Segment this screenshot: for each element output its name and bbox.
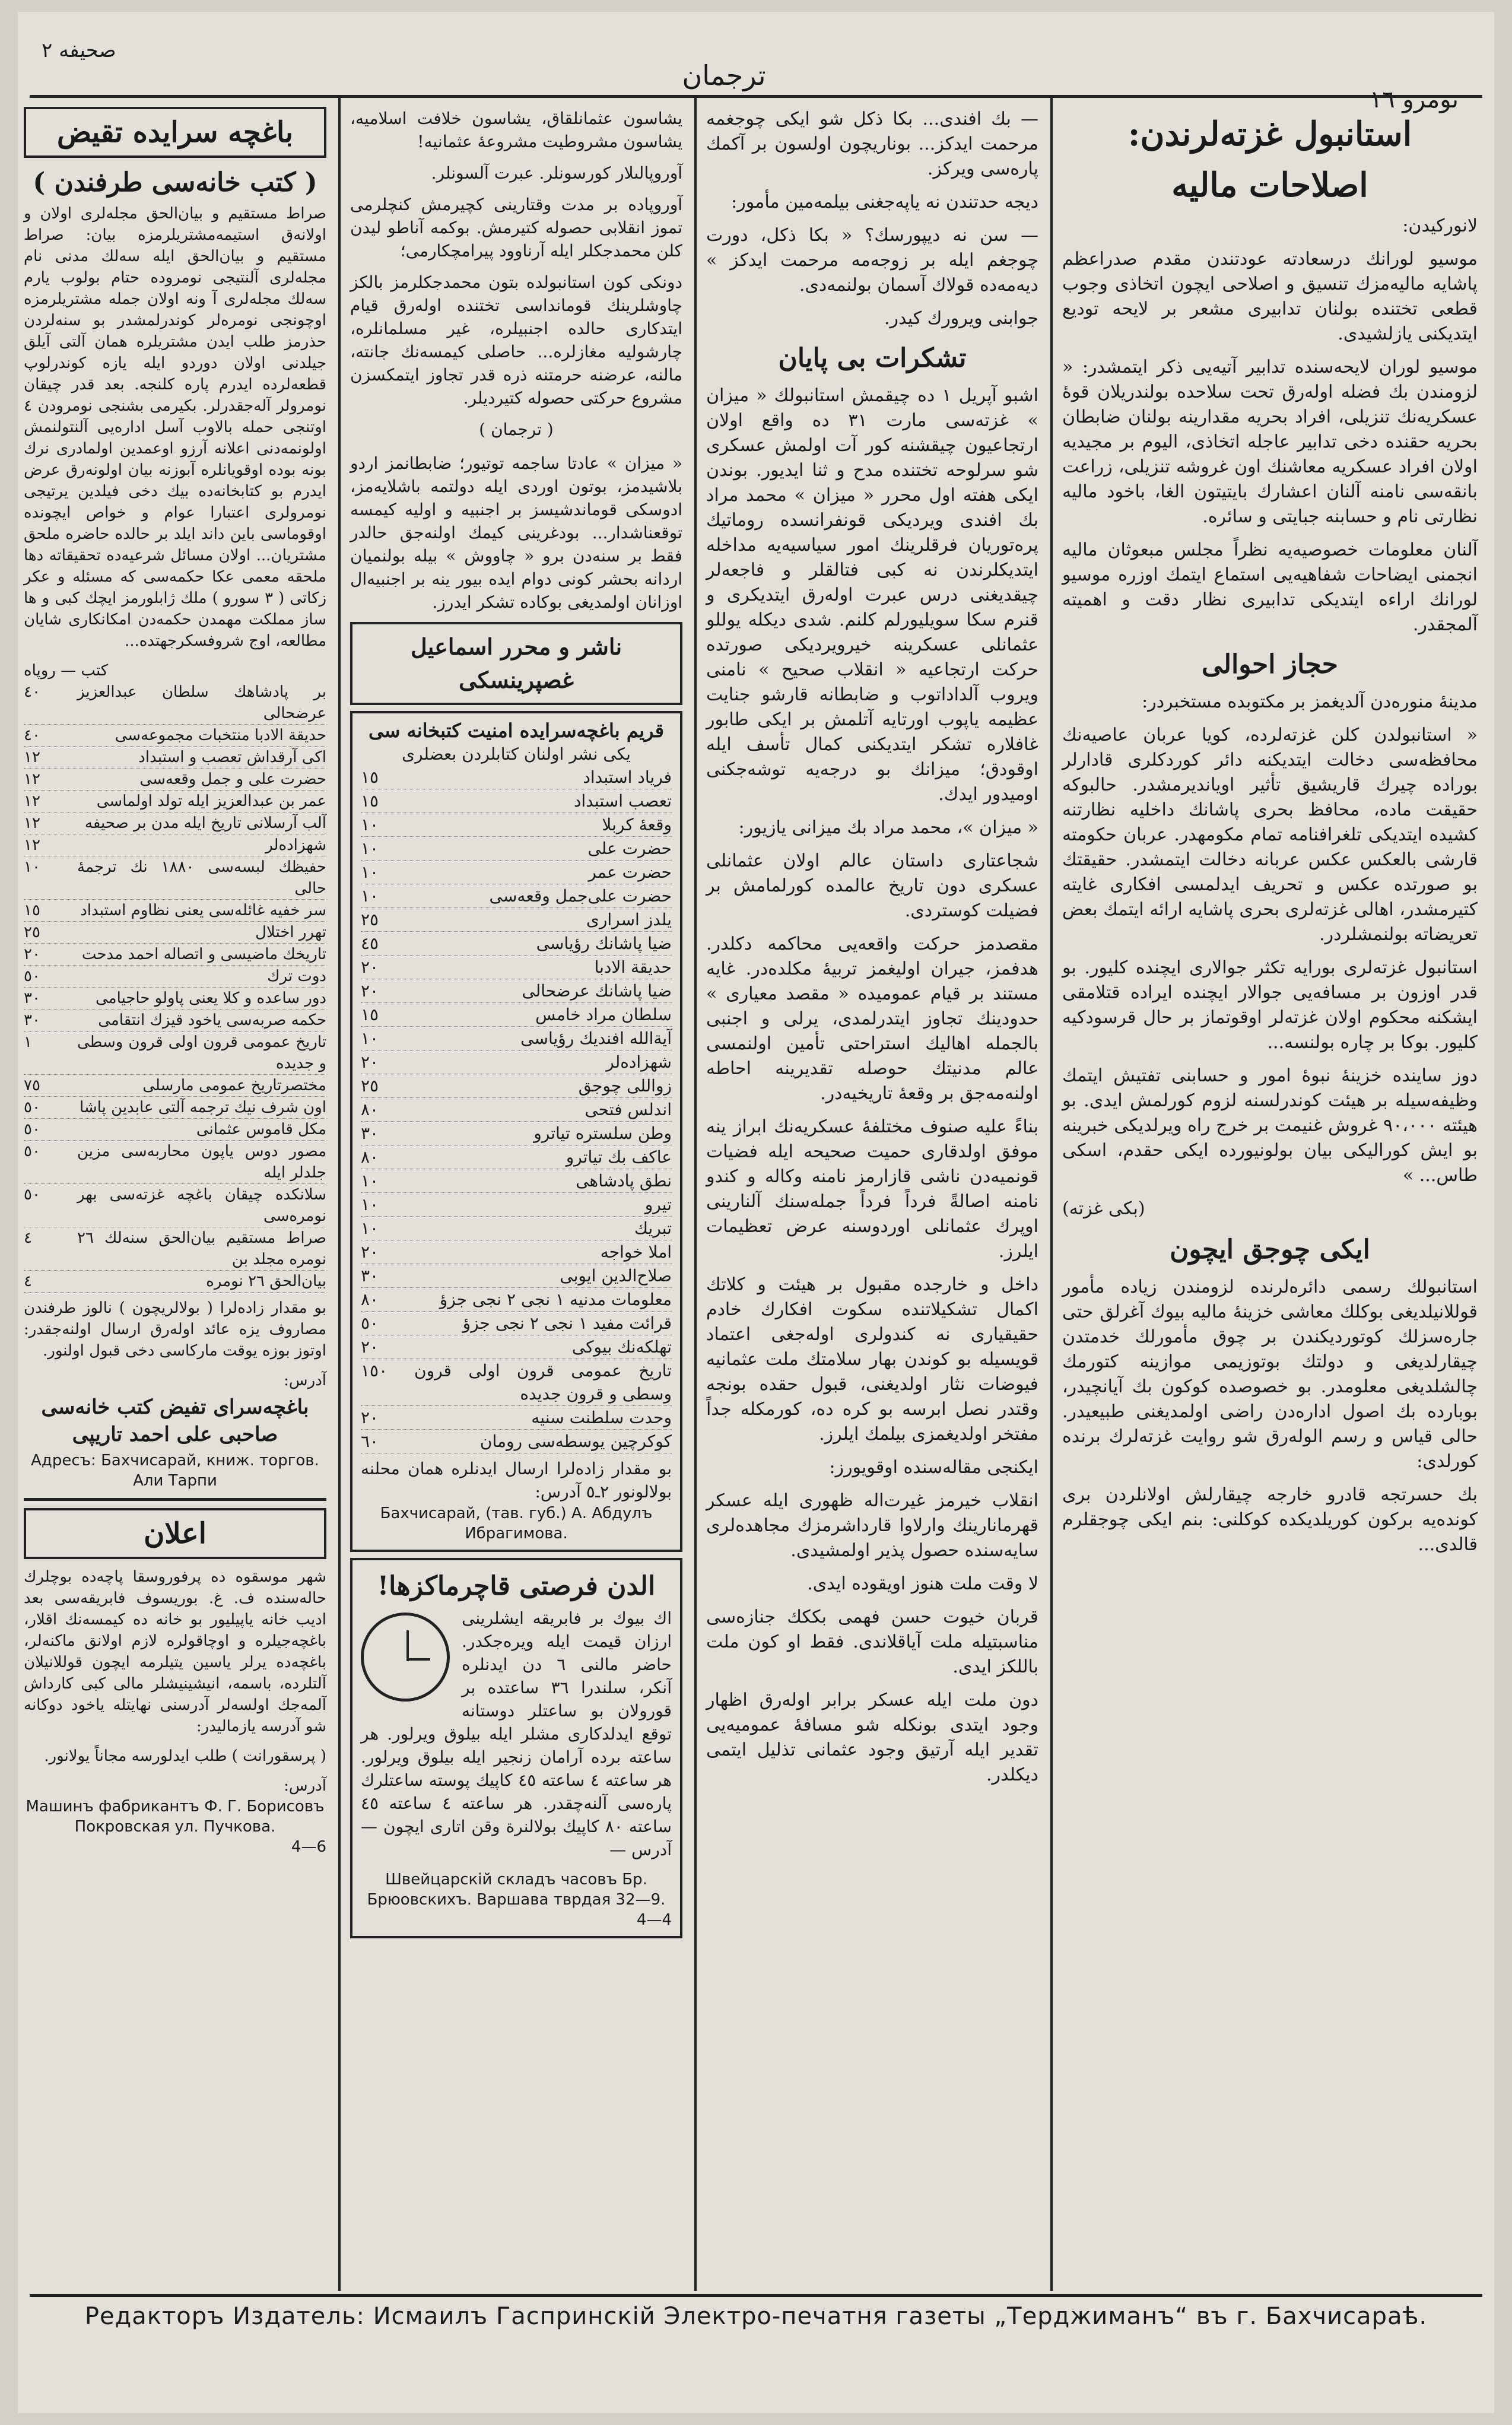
column-3: [350, 107, 682, 1944]
item-title: تبريك: [634, 1218, 672, 1238]
paragraph: يشاسون عثمانلقاق، يشاسون خلافت اسلاميه، يشاسون مشروطيت مشروعۀ عثمانيه!: [350, 109, 682, 151]
price-row: [361, 1312, 672, 1335]
item-title: دوت ترك: [267, 967, 326, 985]
price-row: [361, 979, 672, 1003]
item-title: حديقة الادبا: [594, 957, 672, 977]
item-title: سر خفيه غائله‌سى يعنى نظاوم استبداد: [80, 902, 326, 919]
price-row: [24, 834, 326, 856]
item-title: سلانكده چيقان باغچه غزته‌سى بهر نومره‌سى: [77, 1186, 326, 1225]
item-price: ٢٠: [361, 957, 379, 977]
item-title: فرياد استبداد: [583, 767, 672, 787]
item-title: آيةالله افنديك رؤياسى: [520, 1029, 672, 1048]
price-row: [361, 932, 672, 956]
item-price: ١٠: [361, 839, 379, 858]
column-1: [1062, 107, 1478, 1566]
item-price: ١٢: [24, 770, 40, 788]
item-price: ٨٠: [361, 1100, 379, 1119]
item-price: ٣٠: [24, 1011, 40, 1029]
price-row: [24, 1031, 326, 1075]
watch-ad: [350, 1558, 682, 1938]
price-row: [24, 1097, 326, 1119]
item-title: املا خواجه: [600, 1242, 672, 1262]
paragraph: آوروپالىلار كورسونلر. عبرت آلسونلر.: [431, 163, 682, 183]
item-price: ١٠: [361, 886, 379, 906]
item-title: اون شرف نيك ترجمه آلتى عابدين پاشا: [79, 1099, 326, 1116]
price-row: [24, 812, 326, 834]
item-title: تاريخك ماضيسى و اتصاله احمد مدحت: [81, 945, 326, 963]
paragraph: داخل و خارجده مقبول بر هيئت و كلاتك اكمال تشكيلاتنده سكوت افكارك خادم حقيقيارى نه كندولرى اولەجغى اعتماد قويسيله بو كوندن بهار سلامتك ملت عثمانيه فيوضات نثار اولديغنى، قبول حقده بونجه وقتدر نصل ابرسه بو كره ده، كورمكله جداً مفتخر اولديغمزى بيلمك ايلرز.: [706, 1274, 1038, 1445]
item-title: كوكرچين يوسطه‌سى رومان: [479, 1431, 672, 1451]
paragraph: ايكنجى مقاله‌سنده اوقويورز:: [829, 1457, 1038, 1478]
column-2: [706, 107, 1038, 1796]
price-row: [361, 1264, 672, 1288]
item-title: تاريخ عمومى قرون اولى قرون وسطى و قرون جديده: [414, 1361, 672, 1404]
item-price: ١٥: [361, 791, 379, 811]
item-price: ٤٠: [24, 726, 40, 744]
paragraph: دونكى كون استانبولده بتون محمدجكلرمز بالكز چاوشلرينك قومانداسى تختنده اولەرق قيام ايتدكارى حالده اجنبيلره، غير مسلمانلره، چارشوليه مغازلره... حاصلى كيمسه‌نك جانته، مالنه، عرضنه حرمتنه ذره قدر تجاوز ايتمكسزن مشروع حركتى حصوله كتيرديلر.: [350, 272, 682, 408]
paragraph: « ميزان »، محمد مراد بك ميزانى يازيور:: [738, 817, 1038, 838]
item-title: آلب آرسلانى تاريخ ايله مدن بر صحيفه: [84, 814, 326, 832]
address-label: آدرس:: [284, 1372, 326, 1389]
catalog-address: Бахчисарай, (тав. губ.) А. Абдулъ Ибрагимова.: [380, 1504, 653, 1542]
item-title: اكى آرقداش تعصب و استبداد: [138, 748, 326, 766]
item-title: حديقة الادبا منتخبات مجموعه‌سى: [115, 726, 326, 744]
price-row: [361, 956, 672, 979]
item-price: ٥٠: [24, 1142, 40, 1160]
item-price: ١٥: [24, 902, 40, 919]
item-title: ضيا پاشانك رؤياسى: [536, 934, 672, 953]
item-title: حضرت عمر: [588, 862, 672, 882]
item-price: ٢٠: [361, 1242, 379, 1262]
bookstore-address-ru: Адресъ: Бахчисарай, книж. торгов. Али Тарпи: [31, 1452, 319, 1490]
paragraph: آوروپاده بر مدت وقتارينى كچيرمش كنچلرمى تموز انقلابى حصوله كتيرمش. بوكمه آناطو ليدن كلن محمدجكلر ايله آرناوود پيرامچكارمى؛: [350, 195, 682, 261]
item-title: تهرر اختلال: [255, 923, 326, 941]
item-title: دور ساعده و كلا يعنى پاولو حاجيامى: [95, 989, 326, 1007]
price-row: [361, 908, 672, 932]
paragraph: شجاعتارى داستان عالم اولان عثمانلى عسكرى دون تاريخ عالمده كورلمامش بر فضيلت كوستردى.: [706, 850, 1038, 921]
clock-icon: [361, 1613, 450, 1702]
paragraph: جوابنى ويرورك كيدر.: [884, 308, 1038, 329]
section-heading: تشكرات بى پايان: [778, 343, 967, 373]
item-title: صلاح‌الدين ايوبى: [560, 1266, 672, 1285]
ad2-address-label: آدرس:: [284, 1777, 326, 1795]
item-title: اندلس فتحى: [585, 1100, 672, 1119]
item-price: ١٠: [361, 1218, 379, 1238]
paragraph: « ميزان » عادتا ساجمه توتيور؛ ضابطانمز اردو بلاشيدمز، بوتون اوردى ايله دولتمه باشلايه‌مز، ادوسكى قوماندشيسز بر اجنبيه و اوليه كيمسه توقعناشدار... بودغرينى كيمك اولنه‌جق حالدر فقط بر سنه‌دن برو « چاووش » بيله بولنميان اردانه بحشر كونى دوام ايده بيور ينه بر اجنبيه‌ال اوزانان اولمديغى بوكاده تشكر ايدرز.: [350, 453, 682, 612]
item-price: ٥٠: [24, 1099, 40, 1116]
item-price: ٤: [24, 1272, 32, 1290]
item-title: تاريخ عمومى قرون اولى قرون وسطى و جديده: [77, 1033, 326, 1072]
item-title: بيان‌الحق ٢٦ نومره: [206, 1272, 326, 1290]
item-price: ٢٠: [361, 981, 379, 1001]
price-row: [361, 1122, 672, 1145]
catalog-list: [361, 766, 672, 1453]
item-title: وحدت سلطنت سنيه: [531, 1408, 672, 1427]
price-row: [361, 1027, 672, 1050]
column-4: [24, 107, 326, 1857]
ad2-text: شهر موسقوه ده پرفوروسقا پاچه‌ده بوچلرك حاله‌سنده ف. غ. بوريسوف فابريقه‌سى بعد اديب خانه ياپيليور بو خانه ده كيمسه‌نك اقلار، باغچه‌جيلره و اوچاقولرە لازم اولانق ماكنه‌لر، باغچه‌ده يرلر ياسين يتيلرمە ايچون قوللانيلان آلتلرده، باسمه، انيشينيشلر مالى كبى كارداش آلمه‌جك اولسەلر آدرسنى نهايتله ياخود دوكانه شو آدرسه يازماليدر:: [24, 1568, 326, 1735]
price-row: [361, 789, 672, 813]
price-row: [361, 766, 672, 789]
price-row: [24, 1271, 326, 1293]
paragraph: بك حسرتجه قادرو خارجه چيقارلش اولانلردن برى كونده‌يه بركون كوريلديكده كوكلنى: بنم ايكى چوجقلرم قالدى...: [1062, 1484, 1478, 1555]
signature: ( ترجمان ): [479, 420, 554, 439]
price-row: [24, 922, 326, 944]
paragraph: ديجه حدتندن نه ياپه‌جغنى بيلمه‌مين مأمور:: [731, 192, 1038, 212]
ad2-address: Машинъ фабрикантъ Ф. Г. Борисовъ Покровская ул. Пучкова.: [26, 1798, 325, 1836]
price-row: [361, 1240, 672, 1264]
item-title: حكمه صربه‌سى ياخود قيزك انتقامى: [98, 1011, 326, 1029]
price-row: [361, 1050, 672, 1074]
item-price: ٧٥: [24, 1077, 40, 1094]
item-price: ١٢: [24, 792, 40, 810]
price-row: [361, 1430, 672, 1453]
price-row: [361, 1193, 672, 1217]
item-title: نطق پادشاهى: [576, 1171, 672, 1191]
item-price: ٣٠: [361, 1266, 379, 1285]
item-title: عمر بن عبدالعزيز ايله تولد اولماسى: [96, 792, 326, 810]
paragraph: قربان خيوت حسن فهمى بككك جنازه‌سى مناسبتيله ملت آياقلاندى. فقط او كون ملت باللكز ايدى.: [706, 1607, 1038, 1677]
ad-heading: الدن فرصتى قاچرماكزها!: [377, 1571, 656, 1601]
paragraph: — سن نه ديپورسك؟ « بكا ذكل، دورت چوجغم ايله بر زوجه‌مه مرحمت ايدكز » ديه‌مه‌ده قولاك آسمان بولنمه‌دى.: [706, 225, 1038, 296]
price-row: [361, 861, 672, 884]
paragraph: موسيو لورانك درسعادته عودتندن مقدم صدراعظم پاشايه ماليه‌مزك تنسيق و اصلاحى ايچون اتخاذى وجوب قطعى تختنده بولنان تدابيرى مشعر بر لايحه توديع ايتديكنى يازلشيدى.: [1062, 249, 1478, 344]
ad-number: 4—4: [636, 1911, 672, 1929]
footer-rule: [30, 2294, 1482, 2297]
bookstore-subtitle: ( كتب خانه‌سى طرفندن ): [33, 167, 317, 198]
publisher-box: ناشر و محرر اسماعيل غصپرينسكى: [350, 622, 682, 705]
page-number: صحيفه ٢: [42, 39, 116, 62]
price-row: [24, 966, 326, 988]
item-title: شهزادەلر: [606, 1052, 672, 1072]
item-price: ٥٠: [24, 1186, 40, 1204]
price-row: [24, 725, 326, 747]
catalog-subtitle: يكى نشر اولنان كتابلردن بعضلرى: [402, 744, 631, 764]
price-row: [24, 681, 326, 725]
column-rule: [338, 95, 341, 2291]
item-price: ٨٠: [361, 1147, 379, 1167]
item-title: قرائت مفيد ١ نجى ٢ نجى جزؤ: [462, 1313, 672, 1333]
price-row: [361, 1406, 672, 1430]
price-row: [24, 747, 326, 769]
item-price: ٨٠: [361, 1290, 379, 1309]
issue-number: نومرو ١٦: [1369, 86, 1459, 113]
column-rule: [694, 95, 697, 2291]
price-row: [361, 1335, 672, 1359]
price-row: [361, 1169, 672, 1193]
item-price: ٤: [24, 1229, 32, 1247]
paragraph: انقلاب خيرمز غيرت‌اله ظهورى ايله عسكر قهرمانارينك وارلاوا قارداشرمزك مجاهده‌لرى سايه‌سنده حصول پذير اولمشيدى.: [706, 1490, 1038, 1561]
item-price: ٢٠: [361, 1337, 379, 1357]
item-title: عاكف بك تياترو: [566, 1147, 672, 1167]
section-heading: حجاز احوالى: [1201, 649, 1339, 680]
item-title: يلدز اسرارى: [586, 910, 672, 929]
item-title: حفيظك لبسه‌سى ١٨٨٠ نك ترجمۀ حالى: [77, 858, 326, 897]
item-price: ١٥٠: [361, 1361, 388, 1380]
item-price: ٢٥: [361, 1076, 379, 1096]
item-title: شهزادەلر: [265, 836, 326, 854]
price-row: [24, 988, 326, 1010]
item-price: ٤٥: [361, 934, 379, 953]
price-row: [24, 1227, 326, 1271]
bookstore-intro: صراط مستقيم و بيان‌الحق مجلەلرى اولان و اولانەق استيمه‌مشتريلرمزه بيان: صراط مستقيم و بيان‌الحق ايله سه‌لك مدنى نام مجلەلرى آلنتيجى نومروده حتام بولوب يارم سه‌لك مجلەلرى آ ونه اولان جمله مشتريلرمزه اوچونجى نومرەلر كوندرلمشدر بو سنه‌لردن حذرمز طلب ايدن مشتريلره همان آلتى آيلق جيلدنى اولان دوردو ايله يازه كوندرلوپ قطعه‌لرده ايدرم پاره كلنجه. بعد قدر چيقان نومرولر آلەجقدرلر. بكيرمى بشنجى نومرودن ٤ اوتنجى حمله بالاوب آسل اداره‌يى آلنتولنمش اولونمه‌دنى اعلانه آرزو اوعمدين اولمادرى نرك بونه بوده اوقويانلره آبوزنه بيان اولونه‌رق عرض ايدرم بو كتابخانه‌ده بيك دخى فيلدين يرتيجى نومرولرى اعتبارا عوام و خواص ايچونده اوقوماسى باين داند ايلد بر حالده حاضره ملحق مشتريان... اولان مسائل شرعيه‌ده تحقيقاته دها ملحقه معمى عكا حكمه‌سى كه مسئله و عكر زكاتى ( ٣ سورو ) ملك ژابلورمز ايچك كبى و ها ساز مملكت مهمدن حكمه‌دن امكانكارى شايان مطالعه، اوج شروفسكرجهتده...: [24, 205, 327, 650]
price-row: [361, 1098, 672, 1122]
item-title: مختصرتاريخ عمومى مارسلى: [142, 1077, 326, 1094]
price-row: [24, 1075, 326, 1097]
price-row: [361, 1217, 672, 1240]
price-list: [24, 681, 326, 1293]
item-title: تعصب استبداد: [573, 791, 672, 811]
paragraph: موسيو لوران لايحه‌سنده تدابير آتيه‌يى ذكر ايتمشدر: « لزومندن بك فضله اولەرق تحت سلاحده بولندريلان قوۀ عسكريه‌نك تنزيلى، افراد بحريه مقدارينه بولنان ضابطان بحريه حقنده دخى تدابير عاجله اتخاذى، اليوم بر مجيديه اولان افراد عسكريه معاشنك اون غروشه تنزيلى، زراعت بانقه‌سى نامنه آلنان اعشارك بايتيتون الغا، باخود ماليه نظارتى نام و حسابنه جبايتى و سائره.: [1062, 357, 1478, 527]
item-title: زواللى چوجق: [578, 1076, 672, 1096]
paragraph: « استانبولدن كلن غزته‌لرده، كويا عربان عاصيه‌نك محافظه‌سى دخالت ايتديكنه دائر كوردكلرى قادارلر بوراده چيرك قاريشيق تأثير اويانديرمشدر. حالبوكه حقيقت ماده، محافظ بحرى پاشانك داخليه نظارتنه كشيده ايتديكى تلغرافنامه تمام مكومهدر. عربان حكومته قارشى بالعكس عكس عربانه دخالت ايتمشدر. حقيقتك بو صورتده عكس و تحريف ايدلمسى افكارى غايته كتيرمشدر، اهالى غزته‌لرى بحرى پاشايه ارائه ايتمك بعض تعريضاته بولنمشلردر.: [1062, 725, 1478, 945]
price-row: [24, 1119, 326, 1141]
item-price: ١٥: [361, 767, 379, 787]
ad-text: اك بيوك بر فابريقه ايشلرينى ارزان قيمت ايله ويره‌جكدر. حاضر مالنى ٦ دن ايدنلره آنكر، سلندرا ٣٦ ساعتده بر قورولان بو ساعتلر دوستانه توقع ايدلدكارى مشلر ايله بيلوق ويرلور. هر ساعته برده آرامان زنجير ايله بيلوق ويرلور. هر ساعته ٤ ساعته ٤٥ كاپيك پوسته ساعتلرك پارەسى آلنه‌چقدر. هر ساعته ٤ ساعته ٤٥ ساعته ٨٠ كاپيك بولالنرة وقن اتارى ايچون — آدرس —: [361, 1608, 672, 1859]
paragraph: دوز ساينده خزينۀ نبوۀ امور و حسابنى تفتيش ايتمك وظيفه‌سيله بر هيئت كوندرلسنه لزوم كورلمش ايدى. بو هيئته ٩٠،٠٠٠ غروش غنيمت بر خرج راه ويرلديكى خبرينه بو ايش كوراليكى بيان بولونيورده ايكى حقدم، اسكى طاس... »: [1062, 1065, 1478, 1186]
item-price: ٢٥: [24, 923, 40, 941]
price-row: [361, 1074, 672, 1098]
catalog-title: قريم باغچه‌سرايده امنيت كتبخانه سى: [368, 719, 664, 742]
ad2-note: ( پرسقورانت ) طلب ايدلورسه مجاناً يولانور.: [44, 1747, 326, 1765]
item-price: ٦٠: [361, 1431, 379, 1451]
item-title: صراط مستقيم بيان‌الحق سنه‌لك ٢٦ نومره مجلد بن: [77, 1229, 326, 1268]
catalog-note: بو مقدار زاده‌لرا ارسال ايدنلره همان محلنه بولالونور ٢ـ٥ آدرس:: [361, 1459, 672, 1502]
imprint-footer: Редакторъ Издатель: Исмаилъ Гаспринскій Электро-печатня газеты „Терджиманъ“ въ г. Бахчисараѣ.: [84, 2303, 1428, 2330]
ad-address: Швейцарскій складъ часовъ Бр. Брюовскихъ. Варшава тврдая 32—9.: [367, 1871, 666, 1909]
price-row: [24, 1141, 326, 1184]
newspaper-title: ترجمان: [682, 59, 766, 91]
price-row: [361, 837, 672, 861]
item-title: بر پادشاهك سلطان عبدالعزيز عرضحالى: [77, 683, 326, 722]
paragraph: دون ملت ايله عسكر برابر اولەرق اظهار وجود ايتدى بونكله شو مسافۀ عموميه‌يى تقدير ايله آرتيق وجود عثمانى تذليل ايتمى ديكلدر.: [706, 1690, 1038, 1785]
price-row: [24, 769, 326, 791]
item-price: ١٠: [361, 862, 379, 882]
price-row: [24, 791, 326, 812]
item-price: ١٠: [24, 858, 40, 876]
price-row: [361, 1359, 672, 1406]
item-title: حضرت على‌جمل وقعه‌سى: [489, 886, 672, 906]
header-rule: [30, 95, 1482, 98]
item-title: سلطان مراد خامس: [535, 1005, 672, 1024]
price-row: [361, 813, 672, 837]
item-price: ١٠: [361, 815, 379, 834]
item-price: ٢٥: [361, 910, 379, 929]
price-row: [361, 884, 672, 908]
price-row: [361, 1003, 672, 1027]
article-heading: استانبول غزته‌لرندن:: [1127, 115, 1412, 154]
item-price: ٢٠: [24, 945, 40, 963]
item-price: ١٢: [24, 748, 40, 766]
price-row: [361, 1145, 672, 1169]
item-price: ٣٠: [24, 989, 40, 1007]
item-price: ١: [24, 1033, 32, 1051]
item-title: وقعۀ كربلا: [602, 815, 672, 834]
item-price: ٥٠: [24, 1121, 40, 1138]
item-price: ٢٠: [361, 1052, 379, 1072]
paragraph: — بك افندى... بكا ذكل شو ايكى چوجغمه مرحمت ايدكز... بوناريچون اولسون بر آكمك پاره‌سى ويركز.: [706, 109, 1038, 179]
paragraph: مقصدمز حركت واقعه‌يى محاكمه دكلدر. هدفمز، جيران اوليغمز تربيۀ مكلده‌در. غايه مستند بر قيام عموميده « مقصد معيارى » حدودينك تجاوز ايتدرلمدى، يرلى و اجنبى بالجمله اهاليك استراحتى تأمين اولنمسى عالم مدنيتك حوصله تقديرينه احاطه اولنه‌مه‌جق بر وقعۀ تاريخيه‌در.: [706, 934, 1038, 1104]
bookstore-title: باغچه سرايده تقيض: [24, 107, 326, 158]
item-price: ١٢: [24, 836, 40, 854]
item-price: ١٠: [361, 1029, 379, 1048]
item-price: ٤٠: [24, 683, 40, 701]
item-price: ١٢: [24, 814, 40, 832]
paragraph: مدينۀ منوره‌دن آلديغمز بر مكتوبده مستخبردر:: [1142, 691, 1478, 712]
price-row: [24, 944, 326, 966]
item-price: ٢٠: [361, 1408, 379, 1427]
price-row: [24, 900, 326, 922]
paragraph: لا وقت ملت هنوز اويقوده ايدى.: [807, 1573, 1038, 1594]
item-title: معلومات مدنيه ١ نجى ٢ نجى جزؤ: [439, 1290, 672, 1309]
item-price: ١٠: [361, 1171, 379, 1191]
paragraph: آلنان معلومات خصوصيه‌يه نظراً مجلس مبعوثان ماليه انجمنى ايضاحات شفاهيه‌يى استماع ايتمك اوزره موسيو لورانك اراءه ايتديكى تدابيرى نظار دقت و اهميته آلمجقدر.: [1062, 539, 1478, 635]
section-heading: ايكى چوجق ايچون: [1170, 1234, 1370, 1265]
item-title: ضيا پاشانك عرضحالى: [522, 981, 672, 1001]
item-title: مصور دوس ياپون محاربه‌سى مزين جلدلر ايله: [77, 1142, 326, 1182]
source-line: لانوركيدن:: [1402, 215, 1478, 236]
item-price: ١٥: [361, 1005, 379, 1024]
price-row: [24, 1184, 326, 1227]
source-signature: (بكى غزته): [1062, 1198, 1145, 1219]
item-price: ١٠: [361, 1195, 379, 1214]
bookstore-address: باغچه‌سراى تفيض كتب خانه‌سى صاحبى على احمد تاريپى: [41, 1395, 309, 1446]
item-price: ٣٠: [361, 1123, 379, 1143]
price-row: [24, 1010, 326, 1031]
paragraph: استانبولك رسمى دائره‌لرنده لزومندن زياده مأمور قوللانيلديغى بوكلك معاشى خزينۀ ماليه بيوك آغرلق حتى جاره‌سزلك كوتورديكندن بر چوق مأمورلك خدمتدن چيقارلديغى و دولتك بوتوزيمى موازينه كتورمك چالشلديغى معلومدر. بو خصوصده كوكون بك آيانچيدر، بوبارده بك اصول ادارەدن راضى اولمديغنى طبيعيدر. حالى قياس و رسم الولەرق شو روايت غزته‌لرك برنده كورلدى:: [1062, 1277, 1478, 1472]
list-note: كتب — روپاه: [24, 662, 109, 680]
article-subheading: اصلاحات ماليه: [1171, 166, 1368, 205]
paragraph: استانبول غزته‌لرى بورايه تكثر جوالارى ايچنده كليور. بو قدر اوزون بر مسافه‌يى جوالار ايچنده ايراده قتلامقى ايشكنه محكوم اولان غزته‌لر اوقوتماز بر حال قرسودكيه كليور. بوكا بر چاره بولنسه...: [1062, 957, 1478, 1053]
catalog-ad: [350, 711, 682, 1552]
ad2-title: اعلان: [24, 1508, 326, 1559]
bookstore-note: بو مقدار زاده‌لرا ( بولالريچون ) نالوز طرفندن مصاروف يزه عائد اوله‌رق ارسال اولنه‌جقدر: اوتوز بوزه يوقت ماركاسى دخى قبول اولنور.: [24, 1299, 326, 1360]
divider: [24, 1498, 326, 1501]
column-rule: [1050, 95, 1053, 2291]
ad2-number: 4—6: [291, 1838, 326, 1856]
item-title: وطن سلسترە تياترو: [533, 1123, 672, 1143]
paragraph: اشبو آپريل ١ ده چيقمش استانبولك « ميزان » غزته‌سى مارت ٣١ ده واقع اولان ارتجاعيون چيقشنه كور آت اولمش عسكرى شو سرلوحه تختنده مدح و ثنا ايديور. بوندن ايكى هفته اول محرر « ميزان » محمد مراد بك افندى ويرديكى قونفرانسده روماتيك پرەتوريان فرقلرينك امور سياسيه‌يه مداخله ايتديكلرندن نه كبى فتالقلر و فاجعەلر چيقديغنى درس عبرت اولەرق ايتديكرى و قنرم سكا سويليورلم كلنم. شدى ديكله يوللو عثمانلى عسكرينه خيرويرديكى صورتده حركت ارتجاعيه « انقلاب صحيح » نامنى ويروب آلداداتوب و ضابطانه قارشو جنايت عظيمه ياپوب اورتايه آتلمش بر ايكى طابور غافلاره تشكر ايتديكنى كمال تأسف ايله اوقودق؛ ميزانك بو درجه‌يه توشه‌جكنى اوميدور ايدك.: [706, 385, 1039, 805]
item-title: حضرت على و جمل وقعه‌سى: [139, 770, 326, 788]
masthead: [18, 12, 1494, 113]
paragraph: بناءً عليه صنوف مختلفۀ عسكريه‌نك ابراز ينه موفق اولدقارى حميت صحيحه ايله فضيات قونميه‌دن ناشى قازار‌مز نامنه وكاله و كندو نامنه اصالةً فرداً فرداً جملەسنك آلنارينى اوپرك عثمانلى اوردوسنه عرض تعظيمات ايلرز.: [706, 1116, 1038, 1262]
price-row: [361, 1288, 672, 1312]
item-title: تهلكه‌نك بيوكى: [571, 1337, 672, 1357]
newspaper-page: [18, 12, 1494, 2413]
price-row: [24, 856, 326, 900]
item-title: تيرو: [644, 1195, 672, 1214]
item-title: مكل قاموس عثمانى: [196, 1121, 326, 1138]
item-price: ٥٠: [24, 967, 40, 985]
item-price: ٥٠: [361, 1313, 379, 1333]
item-title: حضرت على: [587, 839, 672, 858]
